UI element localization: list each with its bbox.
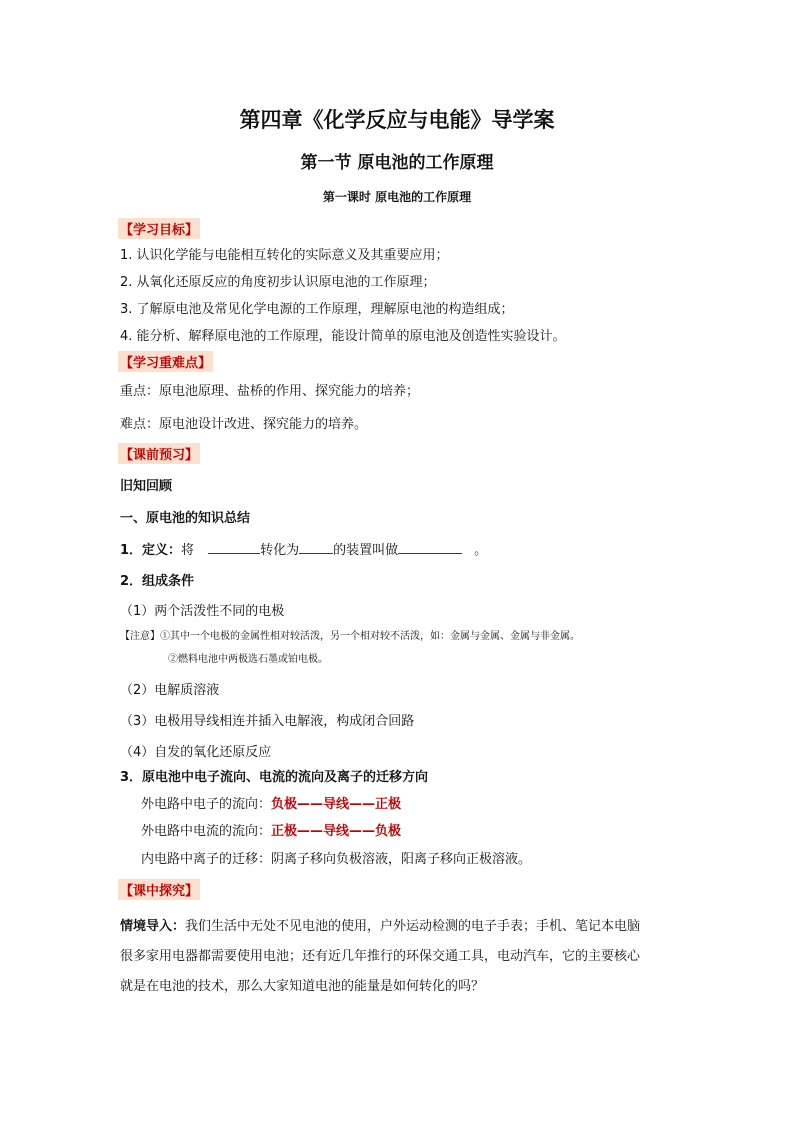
definition-part1: 将	[181, 543, 195, 558]
definition-part3: 的装置叫做	[333, 543, 399, 558]
intro-label: 情境导入：	[120, 919, 186, 934]
key-text: 原电池原理、盐桥的作用、探究能力的培养；	[159, 384, 420, 399]
difficulty-label: 难点：	[120, 417, 160, 432]
goal-item-1: 1. 认识化学能与电能相互转化的实际意义及其重要应用；	[120, 248, 449, 263]
intro-line-1	[120, 915, 640, 934]
definition-line	[120, 539, 487, 558]
explore-tag: 【课中探究】	[118, 879, 200, 900]
current-flow-label: 外电路中电流的流向：	[141, 824, 272, 839]
lesson-title: 第一课时 原电池的工作原理	[322, 190, 472, 204]
key-point-line	[120, 380, 419, 399]
ion-migration-line: 内电路中离子的迁移：阴离子移向负极溶液，阳离子移向正极溶液。	[141, 852, 532, 867]
preview-tag: 【课前预习】	[118, 443, 200, 464]
goal-item-4: 4. 能分析、解释原电池的工作原理，能设计简单的原电池及创造性实验设计。	[120, 329, 566, 344]
note-line-1: 【注意】①其中一个电极的金属性相对较活泼，另一个相对较不活泼，如：金属与金属、金属与非金属。	[120, 631, 580, 642]
goal-item-2: 2. 从氧化还原反应的角度初步认识原电池的工作原理；	[120, 275, 436, 290]
conditions-heading: 2．组成条件	[120, 574, 195, 589]
condition-4: （4）自发的氧化还原反应	[120, 745, 272, 760]
electron-flow-value: 负极——导线——正极	[271, 797, 402, 812]
blank-2	[299, 541, 333, 554]
difficulty-line	[120, 413, 367, 432]
electron-flow-label: 外电路中电子的流向：	[141, 797, 272, 812]
current-flow-value: 正极——导线——负极	[271, 824, 402, 839]
note-line-2: ②燃料电池中两极选石墨或铂电极。	[168, 654, 328, 665]
section-one-heading: 一、原电池的知识总结	[120, 511, 251, 526]
difficulty-text: 原电池设计改进、探究能力的培养。	[159, 417, 368, 432]
intro-text-1: 我们生活中无处不见电池的使用，户外运动检测的电子手表；手机、笔记本电脑	[185, 919, 641, 934]
electron-flow-line	[141, 793, 401, 812]
goal-item-3: 3. 了解原电池及常见化学电源的工作原理，理解原电池的构造组成；	[120, 302, 514, 317]
condition-2: （2）电解质溶液	[120, 683, 220, 698]
definition-part2: 转化为	[260, 543, 300, 558]
definition-part4: 。	[474, 543, 488, 558]
document-title: 第四章《化学反应与电能》导学案	[239, 107, 555, 132]
section-title: 第一节 原电池的工作原理	[300, 153, 494, 173]
intro-line-2: 很多家用电器都需要使用电池；还有近几年推行的环保交通工具，电动汽车，它的主要核心	[120, 949, 641, 964]
condition-1: （1）两个活泼性不同的电极	[120, 604, 285, 619]
definition-label: 1．定义：	[120, 543, 182, 558]
intro-line-3: 就是在电池的技术，那么大家知道电池的能量是如何转化的吗？	[120, 979, 485, 994]
current-flow-line	[141, 820, 401, 839]
blank-1	[208, 541, 260, 554]
goals-tag: 【学习目标】	[118, 218, 200, 239]
blank-3	[398, 541, 462, 554]
key-label: 重点：	[120, 384, 160, 399]
key-points-tag: 【学习重难点】	[118, 351, 213, 372]
flow-heading: 3．原电池中电子流向、电流的流向及离子的迁移方向	[120, 770, 429, 785]
review-heading: 旧知回顾	[120, 479, 173, 494]
condition-3: （3）电极用导线相连并插入电解液，构成闭合回路	[120, 714, 415, 729]
